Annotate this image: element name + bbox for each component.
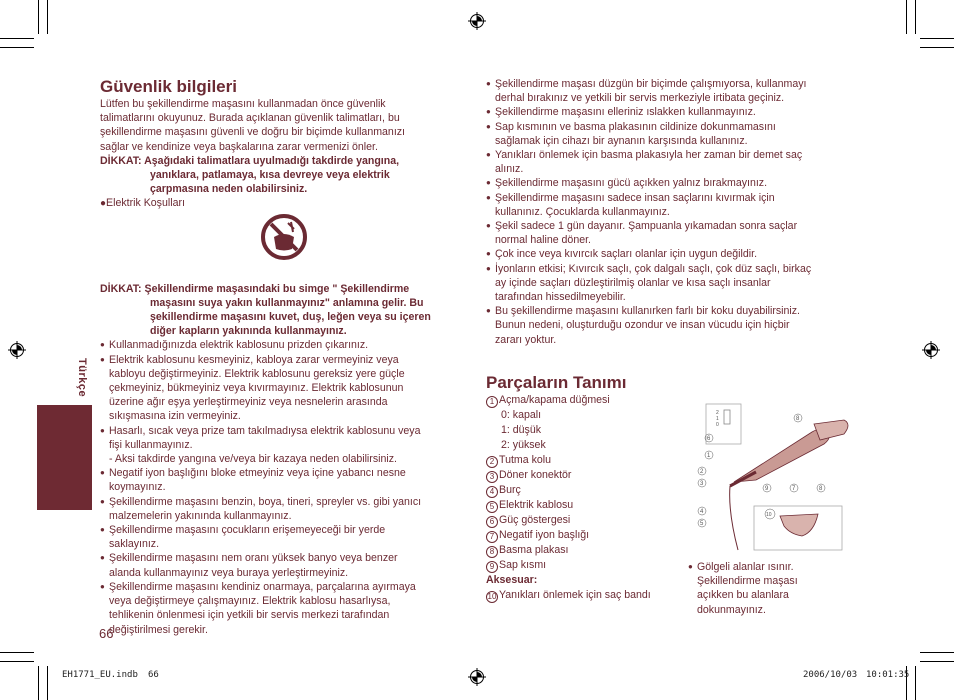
list-item: ● Şekil sadece 1 gün dayanır. Şampuanla yıkamadan sonra saçlar normal haline döner. (486, 219, 856, 247)
list-item: ● Şekillendirme maşasını gücü açıkken yalnız bırakmayınız. (486, 176, 856, 190)
switch-label-2: 2 (716, 410, 719, 416)
part-number: 3 (486, 471, 498, 483)
part-label: Elektrik kablosu (499, 499, 574, 511)
crop-mark (0, 38, 34, 39)
diagram-callout-1: 1 (707, 453, 711, 459)
part-label: Negatif iyon başlığı (499, 529, 590, 541)
list-item: ● Şekillendirme maşasını sadece insan saçlarını kıvırmak için kullanınız. Çocuklarda kullanmayınız. (486, 191, 856, 219)
diagram-callout-6: 6 (707, 436, 711, 442)
diagram-callout-8: 8 (819, 486, 823, 492)
part-number: 9 (486, 561, 498, 573)
parts-list (486, 393, 686, 573)
curler-diagram (694, 402, 860, 552)
list-item: ● Elektrik kablosunu kesmeyiniz, kabloya zarar vermeyiniz veya kabloyu değiştirmeyiniz. Elektrik kablosunu gereksiz yere güçle çekmeyiniz, bükmeyiniz veya kıvırmayınız. Elektrik kablosunun üzerine ağır eşya yerleştirmeyiniz veya nesnelerin arasında sıkışmasına izin vermeyiniz. (100, 353, 470, 424)
intro-line: sağlar ve kendinize veya başkalarına zarar vermenizi önler. (100, 140, 378, 153)
right-column (486, 77, 856, 347)
electrical-conditions: ●Elektrik Koşulları (100, 197, 185, 210)
crop-mark (915, 666, 916, 700)
crop-mark (920, 661, 954, 662)
crop-mark (920, 38, 954, 39)
part-label: Basma plakası (499, 544, 569, 556)
warning-line: DİKKAT: Aşağıdaki talimatlara uyulmadığı takdirde yangına, (100, 154, 400, 167)
list-item: ● Sap kısmının ve basma plakasının cildinize dokunmamasını sağlamak için cihazı bir aynanın karşısında kullanınız. (486, 120, 856, 148)
part-label: Tutma kolu (499, 454, 552, 466)
accessory-item (486, 588, 686, 603)
list-item: ● Negatif iyon başlığını bloke etmeyiniz veya içine yabancı nesne koymayınız. (100, 466, 470, 494)
warning-line: diğer kapların yakınında kullanmayınız. (150, 325, 347, 338)
crop-mark (38, 0, 39, 34)
list-item: ● Şekillendirme maşasını elleriniz ıslakken kullanmayınız. (486, 105, 856, 119)
side-language-label: Türkçe (76, 358, 88, 398)
diagram-callout-3: 3 (700, 481, 704, 487)
diagram-callout-2: 2 (700, 469, 704, 475)
accessory-number: 10 (487, 592, 497, 601)
part-label: Döner konektör (499, 469, 572, 481)
list-item: ● Kullanmadığınızda elektrik kablosunu prizden çıkarınız. (100, 338, 470, 352)
list-item: ● Şekillendirme maşasını çocukların erişemeyeceği bir yerde saklayınız. (100, 523, 470, 551)
part-item (486, 468, 686, 483)
parts-title: Parçaların Tanımı (486, 373, 627, 392)
left-bullet-list (100, 338, 470, 636)
crop-mark (38, 666, 39, 700)
crop-mark (0, 652, 34, 653)
diagram-callout-9: 9 (765, 486, 769, 492)
list-item: ● Şekillendirme maşasını nem oranı yüksek banyo veya benzer alanda kullanmayınız veya buraya yerleştirmeyiniz. (100, 551, 470, 579)
part-item (486, 393, 686, 408)
right-bullet-list (486, 77, 856, 347)
part-label: Açma/kapama düğmesi (499, 394, 610, 406)
part-item (486, 543, 686, 558)
diagram-callout-7: 7 (792, 486, 796, 492)
left-column (100, 77, 470, 637)
intro-line: şekillendirme maşasını güvenli ve doğru bir biçimde kullanmanızı (100, 126, 406, 139)
parts-section (486, 373, 686, 603)
warning-water (100, 282, 470, 339)
conditions-label: Elektrik Koşulları (106, 197, 185, 210)
accessory-label: Yanıkları önlemek için saç bandı (499, 589, 651, 601)
shaded-note: ● Gölgeli alanlar ısınır. Şekillendirme maşası açıkken bu alanlara dokunmayınız. (688, 560, 858, 617)
warning-line: yanıklara, patlamaya, kısa devreye veya elektrik (150, 169, 390, 182)
part-label: 1: düşük (501, 424, 542, 436)
section-title: Güvenlik bilgileri (100, 77, 237, 96)
warning-line: şekillendirme maşasını kuvet, duş, leğen veya su içeren (150, 311, 431, 324)
crop-mark (920, 652, 954, 653)
part-number: 6 (486, 516, 498, 528)
part-number: 8 (486, 546, 498, 558)
intro-line: Lütfen bu şekillendirme maşasını kullanmadan önce güvenlik (100, 98, 386, 110)
intro-line: talimatlarını okuyunuz. Burada açıklanan güvenlik talimatları, bu (100, 112, 400, 125)
part-number: 1 (486, 396, 498, 408)
part-number: 5 (486, 501, 498, 513)
warning-line: çarpmasına neden olabilirsiniz. (150, 183, 308, 196)
diagram-callout-5: 5 (700, 521, 704, 527)
page-number: 66 (99, 626, 114, 641)
crop-mark (0, 47, 34, 48)
language-tab (37, 405, 92, 510)
footer-time: 10:01:35 (866, 670, 910, 680)
diagram-callout-8b: 8 (796, 416, 800, 422)
part-item (486, 528, 686, 543)
diagram-callout-10: 10 (766, 512, 772, 518)
footer-page: 66 (148, 670, 159, 680)
part-item (486, 558, 686, 573)
switch-label-1: 1 (716, 416, 719, 422)
list-item: ● Şekillendirme maşası düzgün bir biçimde çalışmıyorsa, kullanmayı derhal bırakınız ve yetkili bir servis merkeziyle irtibata geçiniz. (486, 77, 856, 105)
part-label: Güç göstergesi (499, 514, 571, 526)
registration-mark-icon (468, 12, 486, 30)
warning-line: maşasını suya yakın kullanmayınız" anlamına gelir. Bu (150, 296, 424, 309)
crop-mark (47, 666, 48, 700)
list-item: ● Yanıkları önlemek için basma plakasıyla her zaman bir demet saç alınız. (486, 148, 856, 176)
part-item (486, 483, 686, 498)
list-item: ● Şekillendirme maşasını kendiniz onarmaya, parçalarına ayırmaya veya değiştirmeye çalışmayınız. Elektrik kablosu hasarlıysa, tehlikenin önlenmesi için yetkili bir servis merkezi tarafından değiştirilmesi gerekir. (100, 580, 470, 637)
footer-date: 2006/10/03 (803, 670, 858, 680)
registration-mark-icon (468, 668, 486, 686)
part-label: 2: yüksek (501, 439, 546, 451)
list-item: ● Hasarlı, sıcak veya prize tam takılmadıysa elektrik kablosunu veya fişi kullanmayınız. - Aksi takdirde yangına ve/veya bir kazaya neden olabilirsiniz. (100, 424, 470, 467)
part-label: Sap kısmı (499, 559, 547, 571)
part-label: 0: kapalı (501, 409, 542, 421)
registration-mark-icon (922, 341, 940, 359)
warning-line: DİKKAT: Şekillendirme maşasındaki bu simge " Şekillendirme (100, 282, 410, 295)
footer-file: EH1771_EU.indb (62, 670, 138, 680)
part-number: 4 (486, 486, 498, 498)
part-item (486, 453, 686, 468)
crop-mark (920, 47, 954, 48)
part-item (486, 513, 686, 528)
list-item: ● Bu şekillendirme maşasını kullanırken farlı bir koku duyabilirsiniz. Bunun nedeni, oluşturduğu ozondur ve insan vücudu için hiçbir zararı yoktur. (486, 304, 856, 347)
list-item: ● Şekillendirme maşasını benzin, boya, tineri, spreyler vs. gibi yanıcı malzemelerin yakınında kullanmayınız. (100, 495, 470, 523)
part-item (486, 438, 686, 453)
part-item (486, 423, 686, 438)
list-item: ● İyonların etkisi; Kıvırcık saçlı, çok dalgalı saçlı, çok düz saçlı, birkaç ay içinde saçları düzleştirilmiş olanlar ve kısa saçlı insanlar tarafından hissedilmeyebilir. (486, 262, 856, 305)
diagram-callout-4: 4 (700, 509, 704, 515)
crop-mark (906, 0, 907, 34)
intro-paragraph (100, 97, 470, 154)
switch-label-0: 0 (716, 422, 719, 428)
part-item (486, 408, 686, 423)
part-number: 2 (486, 456, 498, 468)
accessory-title: Aksesuar: (486, 574, 538, 586)
crop-mark (915, 0, 916, 34)
part-item (486, 498, 686, 513)
list-item: ● Çok ince veya kıvırcık saçları olanlar için uygun değildir. (486, 247, 856, 261)
registration-mark-icon (8, 341, 26, 359)
crop-mark (47, 0, 48, 34)
part-label: Burç (499, 484, 521, 496)
crop-mark (0, 661, 34, 662)
part-number: 7 (486, 531, 498, 543)
warning-caution (100, 154, 470, 197)
no-water-icon (260, 213, 308, 261)
